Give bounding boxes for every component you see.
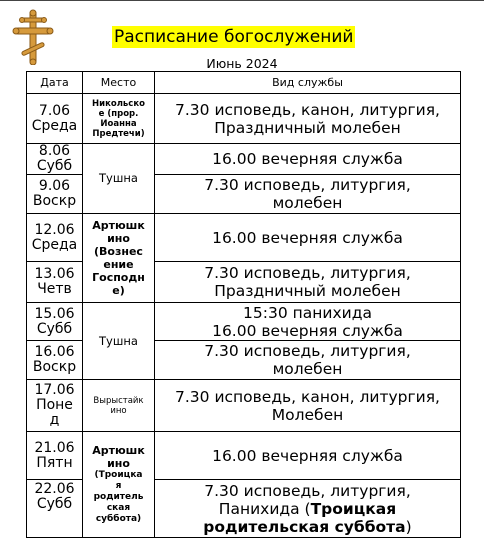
date-day: 12.06 — [34, 221, 75, 238]
place-line: (Троицка — [94, 470, 143, 480]
service-cell — [155, 380, 461, 432]
place-line: суббота) — [95, 514, 142, 524]
service-cell — [155, 94, 461, 144]
place-line: ение — [103, 258, 134, 271]
service-line: Молебен — [271, 405, 344, 424]
place-cell — [83, 380, 155, 432]
date-weekday: Воскр — [32, 193, 77, 209]
place-line: Артюшк — [92, 219, 145, 232]
table-row — [27, 432, 461, 480]
table-row — [27, 94, 461, 144]
date-day: 16.06 — [34, 344, 75, 360]
place-line: Вырыстайк — [93, 395, 144, 406]
service-text: ) — [405, 518, 412, 536]
service-text-bold: Троицкая — [310, 500, 397, 518]
schedule-table — [26, 71, 461, 538]
date-weekday: Среда — [31, 236, 78, 253]
date-cell — [27, 94, 83, 144]
date-cell — [27, 432, 83, 480]
date-cell — [27, 175, 83, 214]
service-line: 16.00 вечерняя служба — [212, 150, 403, 168]
service-line: молебен — [272, 360, 343, 378]
service-cell — [155, 432, 461, 480]
date-cell — [27, 380, 83, 432]
place-cell — [83, 432, 155, 538]
place-line: родитель — [93, 492, 144, 502]
date-day: 15.06 — [34, 305, 75, 322]
table-row — [27, 303, 461, 341]
page-title: Расписание богослужений — [114, 27, 354, 47]
place-line: (Вознес — [94, 245, 143, 258]
place-line: ино — [107, 232, 130, 245]
date-cell — [27, 262, 83, 303]
date-day: 13.06 — [34, 266, 75, 282]
service-line — [155, 518, 460, 536]
service-line: Праздничный молебен — [214, 118, 401, 137]
date-weekday: Пятн — [36, 454, 73, 471]
column-header-service: Вид службы — [155, 72, 461, 94]
place-line: ино — [107, 457, 130, 470]
header-row — [27, 72, 461, 94]
page-subtitle: Июнь 2024 — [206, 56, 278, 71]
date-weekday: Воскр — [32, 359, 77, 375]
service-line: 7.30 исповедь, канон, литургия, — [175, 100, 440, 119]
place-line: Артюшк — [92, 444, 145, 457]
service-line: молебен — [272, 194, 343, 212]
place-line: ская — [106, 503, 131, 513]
service-text-bold: родительская суббота — [203, 518, 406, 536]
service-line: 7.30 исповедь, канон, литургия, — [175, 387, 440, 406]
service-line: 7.30 исповедь, литургия, — [204, 264, 411, 282]
service-line: 16.00 вечерняя служба — [212, 446, 403, 465]
service-line: 15:30 панихида — [243, 303, 372, 322]
place-cell: Тушна — [83, 303, 155, 380]
date-weekday: Субб — [36, 158, 73, 174]
table-row — [27, 380, 461, 432]
date-day: 7.06 — [38, 102, 71, 119]
date-day: 21.06 — [34, 439, 75, 456]
service-line: 7.30 исповедь, литургия, — [204, 342, 411, 360]
date-weekday-wrap: д — [49, 412, 60, 428]
place-cell — [83, 214, 155, 303]
date-cell — [27, 480, 83, 538]
place-line: Иоанна — [100, 118, 137, 129]
place-line: ино — [110, 405, 127, 416]
column-header-place: Место — [83, 72, 155, 94]
service-line: 7.30 исповедь, литургия, — [204, 482, 411, 500]
service-line: 16.00 вечерняя служба — [212, 228, 403, 247]
service-cell — [155, 480, 461, 538]
table-row — [27, 144, 461, 175]
service-cell — [155, 341, 461, 380]
place-line: я — [115, 481, 122, 491]
place-cell: Тушна — [83, 144, 155, 214]
date-day: 17.06 — [34, 382, 75, 398]
date-cell — [27, 303, 83, 341]
place-line: е) — [112, 284, 125, 297]
service-line: 7.30 исповедь, литургия, — [204, 176, 411, 194]
place-line: е (прор. — [98, 108, 139, 119]
column-header-date: Дата — [27, 72, 83, 94]
date-day: 8.06 — [38, 143, 71, 159]
date-weekday: Субб — [36, 320, 73, 337]
service-cell — [155, 262, 461, 303]
date-weekday: Поне — [36, 397, 73, 413]
date-weekday: Среда — [31, 117, 78, 134]
top-border — [0, 0, 484, 1]
place-line: Господн — [92, 271, 145, 284]
service-text: Панихида ( — [218, 500, 311, 518]
service-cell — [155, 303, 461, 341]
date-cell — [27, 341, 83, 380]
place-cell — [83, 94, 155, 144]
date-weekday: Четв — [37, 281, 72, 297]
date-cell — [27, 214, 83, 262]
service-line: 16.00 вечерняя служба — [212, 321, 403, 340]
date-cell — [27, 144, 83, 175]
date-weekday: Субб — [36, 496, 73, 512]
service-line — [155, 500, 460, 518]
service-cell — [155, 175, 461, 214]
date-day: 22.06 — [34, 481, 75, 497]
date-day: 9.06 — [38, 178, 71, 194]
table-row — [27, 214, 461, 262]
place-line: Предтечи) — [92, 128, 145, 139]
place-line: Никольско — [92, 98, 145, 109]
service-cell — [155, 144, 461, 175]
service-line: Праздничный молебен — [214, 282, 401, 300]
service-cell — [155, 214, 461, 262]
